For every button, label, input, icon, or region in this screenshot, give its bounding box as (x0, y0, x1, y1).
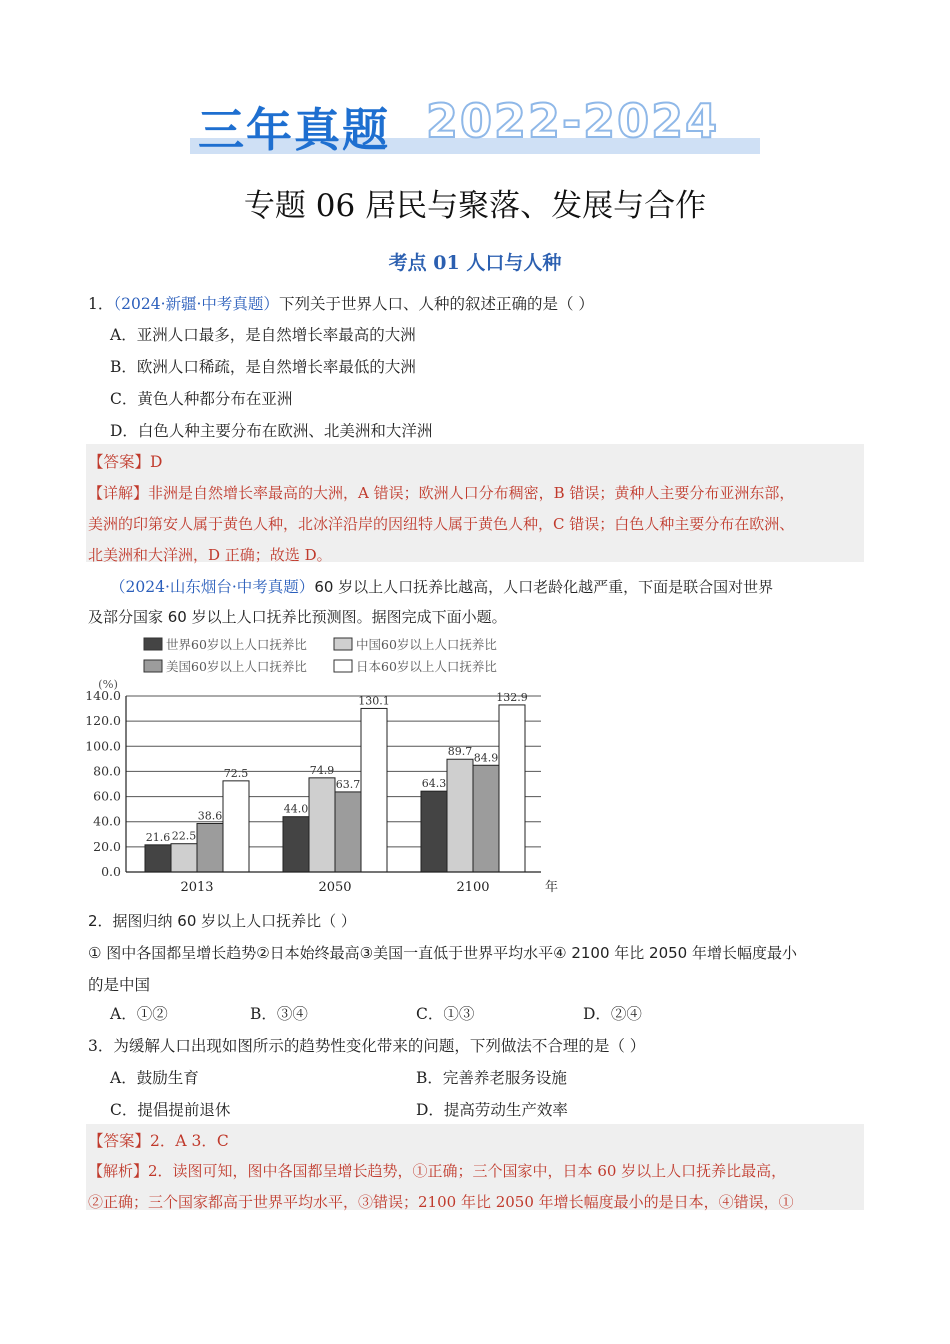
data-label-2050-3: 130.1 (358, 694, 390, 708)
q3-stem: 3．为缓解人口出现如图所示的趋势性变化带来的问题，下列做法不合理的是（ ） (88, 1037, 646, 1055)
q2-option-a: A．①② (110, 1005, 168, 1023)
data-label-2100-0: 64.3 (421, 777, 447, 791)
q2-option-c: C．①③ (416, 1005, 475, 1023)
bar-2050-3 (361, 708, 387, 872)
dependency-ratio-chart (85, 630, 559, 896)
answer-2: 【答案】2．A 3．C (88, 1132, 229, 1150)
q2-option-d: D．②④ (583, 1005, 642, 1023)
y-tick-label-2: 40.0 (93, 813, 121, 829)
intro-line-1 (110, 575, 773, 597)
q1-option-b: B．欧洲人口稀疏，是自然增长率最低的大洲 (110, 358, 416, 376)
q1-explain-line-2: 美洲的印第安人属于黄色人种，北冰洋沿岸的因纽特人属于黄色人种，C 错误；白色人种主要分布在欧洲、 (88, 515, 795, 533)
legend-swatch-2 (144, 660, 162, 672)
data-label-2050-0: 44.0 (283, 802, 309, 816)
bar-2013-3 (223, 781, 249, 872)
chart-legend (144, 637, 497, 674)
q2-stem: 2．据图归纳 60 岁以上人口抚养比（ ） (88, 912, 356, 930)
y-tick-label-6: 120.0 (85, 713, 121, 729)
legend-label-0: 世界60岁以上人口抚养比 (166, 637, 307, 652)
legend-swatch-0 (144, 638, 162, 650)
legend-label-2: 美国60岁以上人口抚养比 (166, 659, 307, 674)
y-tick-label-0: 0.0 (101, 864, 121, 879)
data-label-2050-2: 63.7 (335, 777, 361, 791)
explain2-line-2: ②正确；三个国家都高于世界平均水平，③错误；2100 年比 2050 年增长幅度最小的是日本，④错误，① (88, 1193, 794, 1211)
q1-option-a: A．亚洲人口最多，是自然增长率最高的大洲 (110, 326, 416, 344)
bar-2100-2 (473, 765, 499, 872)
q1-option-d: D．白色人种主要分布在欧洲、北美洲和大洋洲 (110, 422, 433, 440)
bar-2050-0 (283, 817, 309, 872)
bar-2013-0 (145, 845, 171, 872)
y-tick-label-5: 100.0 (85, 738, 121, 754)
data-label-2013-0: 21.6 (145, 830, 171, 844)
q1-source: （2024·新疆·中考真题） (113, 295, 279, 313)
legend-label-3: 日本60岁以上人口抚养比 (356, 659, 497, 674)
intro-source: （2024·山东烟台·中考真题） (110, 578, 315, 596)
q2-statement-1: ① 图中各国都呈增长趋势②日本始终最高③美国一直低于世界平均水平④ 2100 年比 2050 年增长幅度最小 (88, 944, 797, 962)
bar-2050-1 (309, 778, 335, 872)
q1-explain-line-3: 北美洲和大洋洲，D 正确；故选 D。 (88, 546, 332, 564)
header-banner (190, 92, 760, 157)
explain2-line-1: 【解析】2．读图可知，图中各国都呈增长趋势，①正确；三个国家中，日本 60 岁以上人口抚养比最高， (88, 1162, 787, 1180)
data-label-2013-3: 72.5 (223, 766, 249, 780)
bar-2100-1 (447, 759, 473, 872)
q1-answer: 【答案】D (88, 453, 163, 471)
y-tick-label-7: 140.0 (85, 688, 121, 703)
x-tick-label-2013: 2013 (180, 880, 214, 895)
y-axis-unit: (%) (98, 677, 118, 691)
page-title: 专题 06 居民与聚落、发展与合作 (243, 188, 707, 224)
bar-2013-1 (171, 844, 197, 872)
q1-option-c: C．黄色人种都分布在亚洲 (110, 390, 293, 408)
x-axis-unit: 年 (545, 880, 559, 895)
q3-option-b: B．完善养老服务设施 (416, 1069, 567, 1087)
bar-2013-2 (197, 823, 223, 872)
legend-swatch-1 (334, 638, 352, 650)
data-label-2013-2: 38.6 (197, 809, 223, 823)
data-label-2100-1: 89.7 (447, 745, 473, 759)
q1-stem-line (88, 292, 594, 314)
intro-text-1: 60 岁以上人口抚养比越高，人口老龄化越严重，下面是联合国对世界 (314, 578, 774, 596)
x-tick-label-2050: 2050 (318, 880, 352, 895)
section-subtitle: 考点 01 人口与人种 (388, 252, 562, 274)
legend-label-1: 中国60岁以上人口抚养比 (356, 637, 497, 652)
data-label-2100-3: 132.9 (496, 690, 528, 704)
legend-swatch-3 (334, 660, 352, 672)
banner-text-main: 三年真题 (198, 103, 390, 157)
y-tick-label-3: 60.0 (93, 788, 121, 804)
data-label-2100-2: 84.9 (473, 751, 499, 765)
q3-option-c: C．提倡提前退休 (110, 1101, 231, 1119)
y-tick-label-1: 20.0 (93, 838, 121, 854)
q1-explain-line-1: 【详解】非洲是自然增长率最高的大洲，A 错误；欧洲人口分布稠密，B 错误；黄种人主要分布亚洲东部， (88, 484, 795, 502)
q3-option-d: D．提高劳动生产效率 (416, 1101, 568, 1119)
q2-statement-2: 的是中国 (88, 976, 151, 994)
bar-2100-0 (421, 791, 447, 872)
bar-2050-2 (335, 792, 361, 872)
q1-stem: 下列关于世界人口、人种的叙述正确的是（ ） (278, 295, 594, 313)
x-tick-label-2100: 2100 (456, 880, 490, 895)
q1-number: 1． (88, 295, 114, 313)
intro-line-2: 及部分国家 60 岁以上人口抚养比预测图。据图完成下面小题。 (88, 608, 507, 626)
data-label-2013-1: 22.5 (171, 829, 197, 843)
bar-2100-3 (499, 705, 525, 872)
banner-text-years: 2022-2024 (426, 94, 720, 148)
data-label-2050-1: 74.9 (309, 763, 335, 777)
y-tick-label-4: 80.0 (93, 763, 121, 779)
q3-option-a: A．鼓励生育 (110, 1069, 199, 1087)
q2-option-b: B．③④ (250, 1005, 308, 1023)
